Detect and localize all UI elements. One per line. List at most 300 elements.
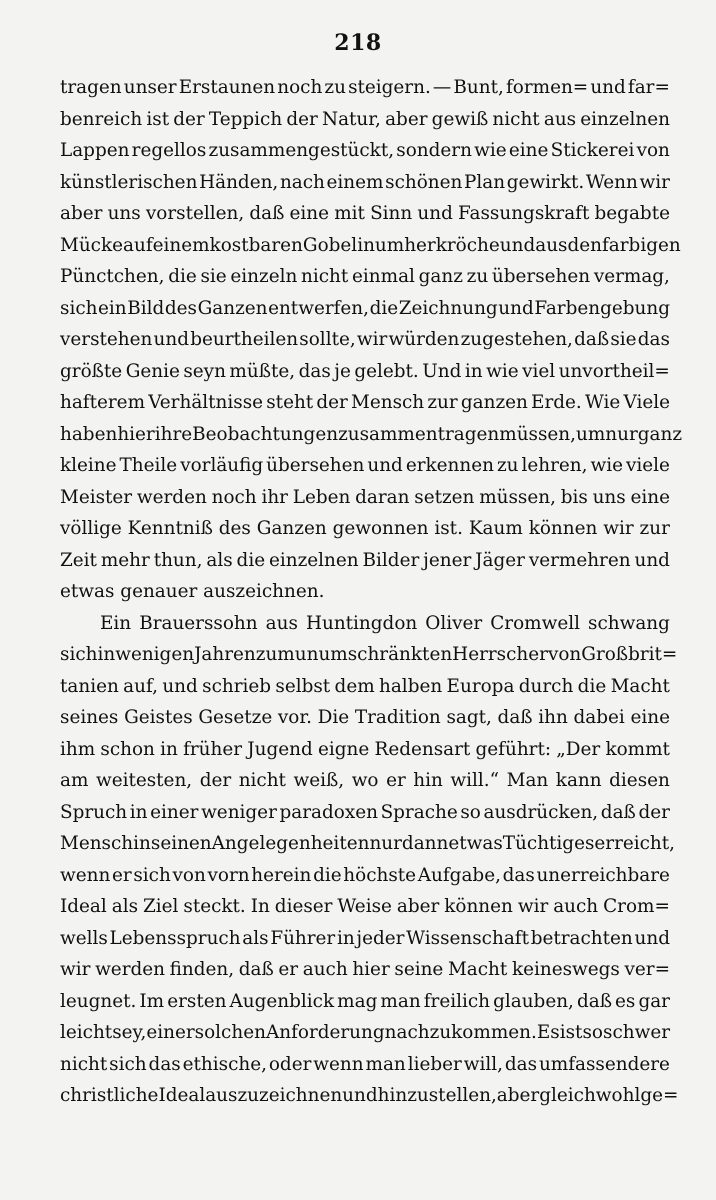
word: „Der [556,738,601,760]
word: Anforderung [265,1022,385,1043]
word: wir [639,171,670,193]
word: er [112,864,132,886]
word: eigne [317,738,370,760]
word: übersehen [266,455,365,476]
word: Mensch [351,392,425,413]
word: unser [123,77,177,98]
text-line [60,986,670,1018]
word: Mücke [60,234,124,256]
word: wie [590,455,623,476]
word: Brauerssohn [139,612,258,634]
word: eine [289,203,330,224]
word: und [162,675,198,697]
word: leugnet. [60,990,137,1012]
word: einzeln [230,266,298,287]
word: tanien [60,675,119,697]
word: in [129,801,148,823]
word: Ganzen [256,518,327,539]
word: Ideal [158,1085,206,1106]
text-line [60,734,670,766]
word: aber [496,1085,540,1106]
word: seine [394,959,444,980]
word: Jäger [475,549,525,571]
word: gewonnen [332,518,429,539]
word: dabei [573,707,625,728]
text-line [60,797,670,829]
word: der [173,108,205,130]
word: viel [522,360,556,382]
word: kommt [605,738,670,760]
word: oder [268,1053,312,1075]
word: auch [302,959,348,980]
word: gewirkt. [506,171,585,193]
word: wenigen [115,644,195,665]
word: der [316,392,348,413]
word: zu [324,77,346,98]
word: aber [385,108,428,130]
word: Natur, [321,108,381,130]
word: der [638,801,670,823]
word: auch [553,896,599,917]
word: das [502,864,535,886]
word: so [460,801,481,823]
word: begabte [594,203,670,224]
word: Crom= [603,896,670,917]
word: die [369,297,399,319]
word: würden [388,329,460,350]
body-text [60,72,683,1112]
word: verstehen [60,329,153,350]
word: — [432,77,452,98]
word: kostbaren [209,234,303,256]
word: mit [334,203,365,224]
word: freilich [423,990,491,1012]
text-line [60,230,681,262]
word: zusammengestückt, [208,140,395,161]
word: eine [630,486,670,508]
word: und [590,77,626,98]
word: Cromwell [490,612,580,634]
word: daß [497,707,533,728]
word: hier [352,959,390,980]
word: der [286,108,318,130]
word: regellos [131,140,207,161]
text-line [60,324,670,356]
word: glauben, [493,990,574,1012]
word: Zeichnung [398,297,498,319]
word: nur [605,423,638,445]
word: Ganzen [197,297,268,319]
word: Viele [623,392,670,413]
word: das [504,1053,538,1075]
word: es [615,990,636,1012]
word: Ziel [142,896,179,917]
word: dieser [274,896,333,917]
word: finden, [169,959,235,980]
word: Sinn [370,203,413,224]
word: müßte, [229,360,296,382]
word: seines [60,707,119,728]
word: noch [277,77,323,98]
word: Lappen [60,140,130,161]
word: eine [630,707,670,728]
word: den [567,234,602,256]
word: wenn [60,864,111,886]
word: und [153,329,190,350]
text-line [60,576,670,608]
word: Herrscher [452,644,548,665]
word: Man [506,770,549,791]
word: vor. [277,707,312,728]
word: Wissenschaft [406,927,529,949]
word: und [417,203,453,224]
word: keineswegs [511,959,620,980]
word: sie [610,329,637,350]
word: Bunt, [453,77,504,98]
word: lieber [407,1053,462,1075]
word: Wie [584,392,621,413]
word: gelebt. [354,360,419,382]
word: und [634,927,670,949]
word: steigern. [348,77,431,98]
word: nicht [60,1053,108,1075]
word: unvortheil= [558,360,670,382]
word: das [637,329,670,350]
word: mehr [100,549,150,571]
word: Macht [610,675,670,697]
word: diesen [609,770,670,791]
word: schwang [588,612,670,634]
word: sich [109,1053,147,1075]
word: nicht [301,266,349,287]
text-line [60,954,670,986]
word: können [444,896,513,917]
word: einmal [352,266,415,287]
word: schönen [385,171,463,193]
word: sich [60,644,98,665]
word: so [582,1022,603,1043]
word: hinzustellen, [377,1085,497,1106]
word: höchste [343,864,417,886]
word: ganz [418,266,463,287]
word: christliche [60,1085,159,1106]
word: umherkröche [374,234,500,256]
word: selbst [275,675,331,697]
text-line [60,72,670,104]
word: eine [508,140,549,161]
word: Theile [119,455,178,476]
word: zur [639,518,670,539]
word: thun, [153,549,203,571]
word: In [250,896,270,917]
word: hin [413,770,443,791]
word: ausdrücken, [483,801,599,823]
word: Angelegenheiten [211,833,370,854]
text-line [60,419,683,451]
word: ist. [434,518,463,539]
word: auszuzeichnen [205,1085,343,1106]
word: leicht [60,1022,113,1043]
word: Kaum [468,518,523,539]
text-line [60,482,670,514]
word: in [133,833,151,854]
word: Jugend [247,738,313,760]
word: des [164,297,197,319]
word: Fassungskraft [458,203,590,224]
word: auf [123,234,153,256]
word: von [172,864,206,886]
word: können [528,518,598,539]
word: einzelnen [268,549,359,571]
word: auf, [123,675,158,697]
text-line [60,104,670,136]
text-line [60,513,670,545]
word: erkennen [405,455,494,476]
word: daß [249,203,285,224]
word: ersten [167,990,227,1012]
word: Leben [292,486,351,508]
word: viele [626,455,670,476]
word: aus [535,234,568,256]
word: Es [536,1022,560,1043]
word: wie [486,360,519,382]
word: in [464,360,483,382]
word: Macht [447,959,508,980]
word: die [577,675,607,697]
word: steht [266,392,314,413]
word: formen= [505,77,589,98]
word: zugestehen, [460,329,573,350]
word: man [365,1053,406,1075]
word: ihre [154,423,193,445]
word: erreicht, [594,833,676,854]
word: Zeit [60,549,97,571]
word: müssen, [479,486,556,508]
word: ganz [637,423,683,445]
word: noch [211,486,257,508]
word: mag [337,990,378,1012]
word: unumschränkten [294,644,453,665]
word: ethische, [182,1053,267,1075]
word: je [334,360,351,382]
word: beurtheilen [190,329,299,350]
word: unerreichbare [536,864,670,886]
word: Bild [127,297,165,319]
word: Die [317,707,350,728]
word: jener [423,549,472,571]
text-line [60,167,670,199]
text-line [60,356,670,388]
word: gleichwohl [539,1085,641,1106]
word: wo [351,770,379,791]
word: zusammentragen [338,423,500,445]
word: Teppich [208,108,283,130]
word: als [242,927,269,949]
word: wenn [313,1053,364,1075]
word: aus [543,108,577,130]
word: bis [560,486,588,508]
word: Wenn [585,171,638,193]
word: uns [592,486,626,508]
text-line [60,702,670,734]
word: kleine [60,455,117,476]
word: Stickerei [550,140,635,161]
word: einem [152,234,210,256]
word: und [367,455,403,476]
text-line [60,450,670,482]
word: entwerfen, [268,297,369,319]
word: sondern [396,140,472,161]
word: seyn [183,360,226,382]
word: Aufgabe, [417,864,501,886]
word: in [160,738,178,760]
word: zum [255,644,295,665]
word: sie [200,266,227,287]
word: daß [574,329,610,350]
word: Jahren [194,644,256,665]
word: etwas [448,833,503,854]
word: Redensart [374,738,471,760]
word: schwer [603,1022,670,1043]
word: schrieb [202,675,272,697]
word: Gesetze [198,707,273,728]
text-line [60,860,670,892]
word: ihn [538,707,568,728]
word: paradoxen [279,801,378,823]
text-line [60,1080,679,1112]
word: sagt, [446,707,492,728]
word: geführt: [475,738,552,760]
word: am [60,770,89,791]
word: Lebensspruch [109,927,241,949]
text-line [60,293,670,325]
word: einzelnen [580,108,670,130]
word: Tüchtiges [502,833,595,854]
text-line [60,387,670,419]
word: nachzukommen. [384,1022,537,1043]
text-line [60,639,678,671]
word: einer [150,801,199,823]
word: setzen [414,486,475,508]
word: will, [463,1053,503,1075]
word: und [499,234,536,256]
word: umfassendere [538,1053,670,1075]
word: kann [555,770,602,791]
word: vorn [207,864,250,886]
word: nach [279,171,325,193]
word: wir [356,329,388,350]
word: ist [559,1022,583,1043]
word: solchen [194,1022,266,1043]
word: vorstellen, [145,203,245,224]
word: hier [117,423,155,445]
word: er [386,770,406,791]
text-line [60,891,670,923]
word: daß [238,959,274,980]
word: Großbrit= [581,644,678,665]
word: daran [355,486,410,508]
word: der [199,770,232,791]
text-line [60,1049,670,1081]
word: Tradition [354,707,441,728]
word: Farbengebung [534,297,670,319]
word: in [97,644,116,665]
word: Oliver [425,612,483,634]
word: hafterem [60,392,146,413]
word: Mensch [60,833,134,854]
word: früher [183,738,243,760]
word: Beobachtungen [192,423,339,445]
word: Führer [270,927,336,949]
word: Händen, [199,171,279,193]
word: aber [396,896,440,917]
word: durch [518,675,574,697]
word: Und [422,360,462,382]
word: tragen [60,77,122,98]
word: Europa [446,675,515,697]
text-line [60,135,670,167]
word: müssen, [499,423,576,445]
word: genauer [120,581,198,602]
word: Ideal [60,896,107,917]
word: einer [146,1022,195,1043]
word: will.“ [450,770,500,791]
word: wir [517,896,549,917]
word: von [547,644,582,665]
word: werden [136,486,207,508]
word: zur [427,392,458,413]
word: auszeichnen. [203,581,325,602]
word: in [336,927,355,949]
word: schon [100,738,155,760]
word: wir [603,518,634,539]
text-line [60,608,670,640]
word: vermehren [528,549,631,571]
word: weniger [201,801,277,823]
word: ge= [640,1085,679,1106]
word: größte [60,360,123,382]
word: das [148,1053,181,1075]
word: wie [474,140,507,161]
word: künstlerischen [60,171,198,193]
word: benreich [60,108,143,130]
word: herein [251,864,312,886]
word: gewiß [431,108,489,130]
word: weiß, [293,770,345,791]
word: Bilder [362,549,420,571]
word: das [298,360,331,382]
word: Gobelin [302,234,375,256]
word: Ein [100,612,132,634]
word: ganzen [460,392,528,413]
word: nicht [238,770,286,791]
word: als [206,549,233,571]
word: zu [466,266,489,287]
word: nicht [492,108,540,130]
word: Erstaunen [178,77,276,98]
word: Augenblick [229,990,335,1012]
page-number: 218 [334,30,382,56]
word: steckt. [183,896,246,917]
word: ist [146,108,170,130]
word: und [498,297,534,319]
word: vermag, [593,266,670,287]
word: seinen [150,833,212,854]
word: wir [60,959,91,980]
word: dem [334,675,375,697]
word: daß [576,990,612,1012]
text-line [60,545,670,577]
